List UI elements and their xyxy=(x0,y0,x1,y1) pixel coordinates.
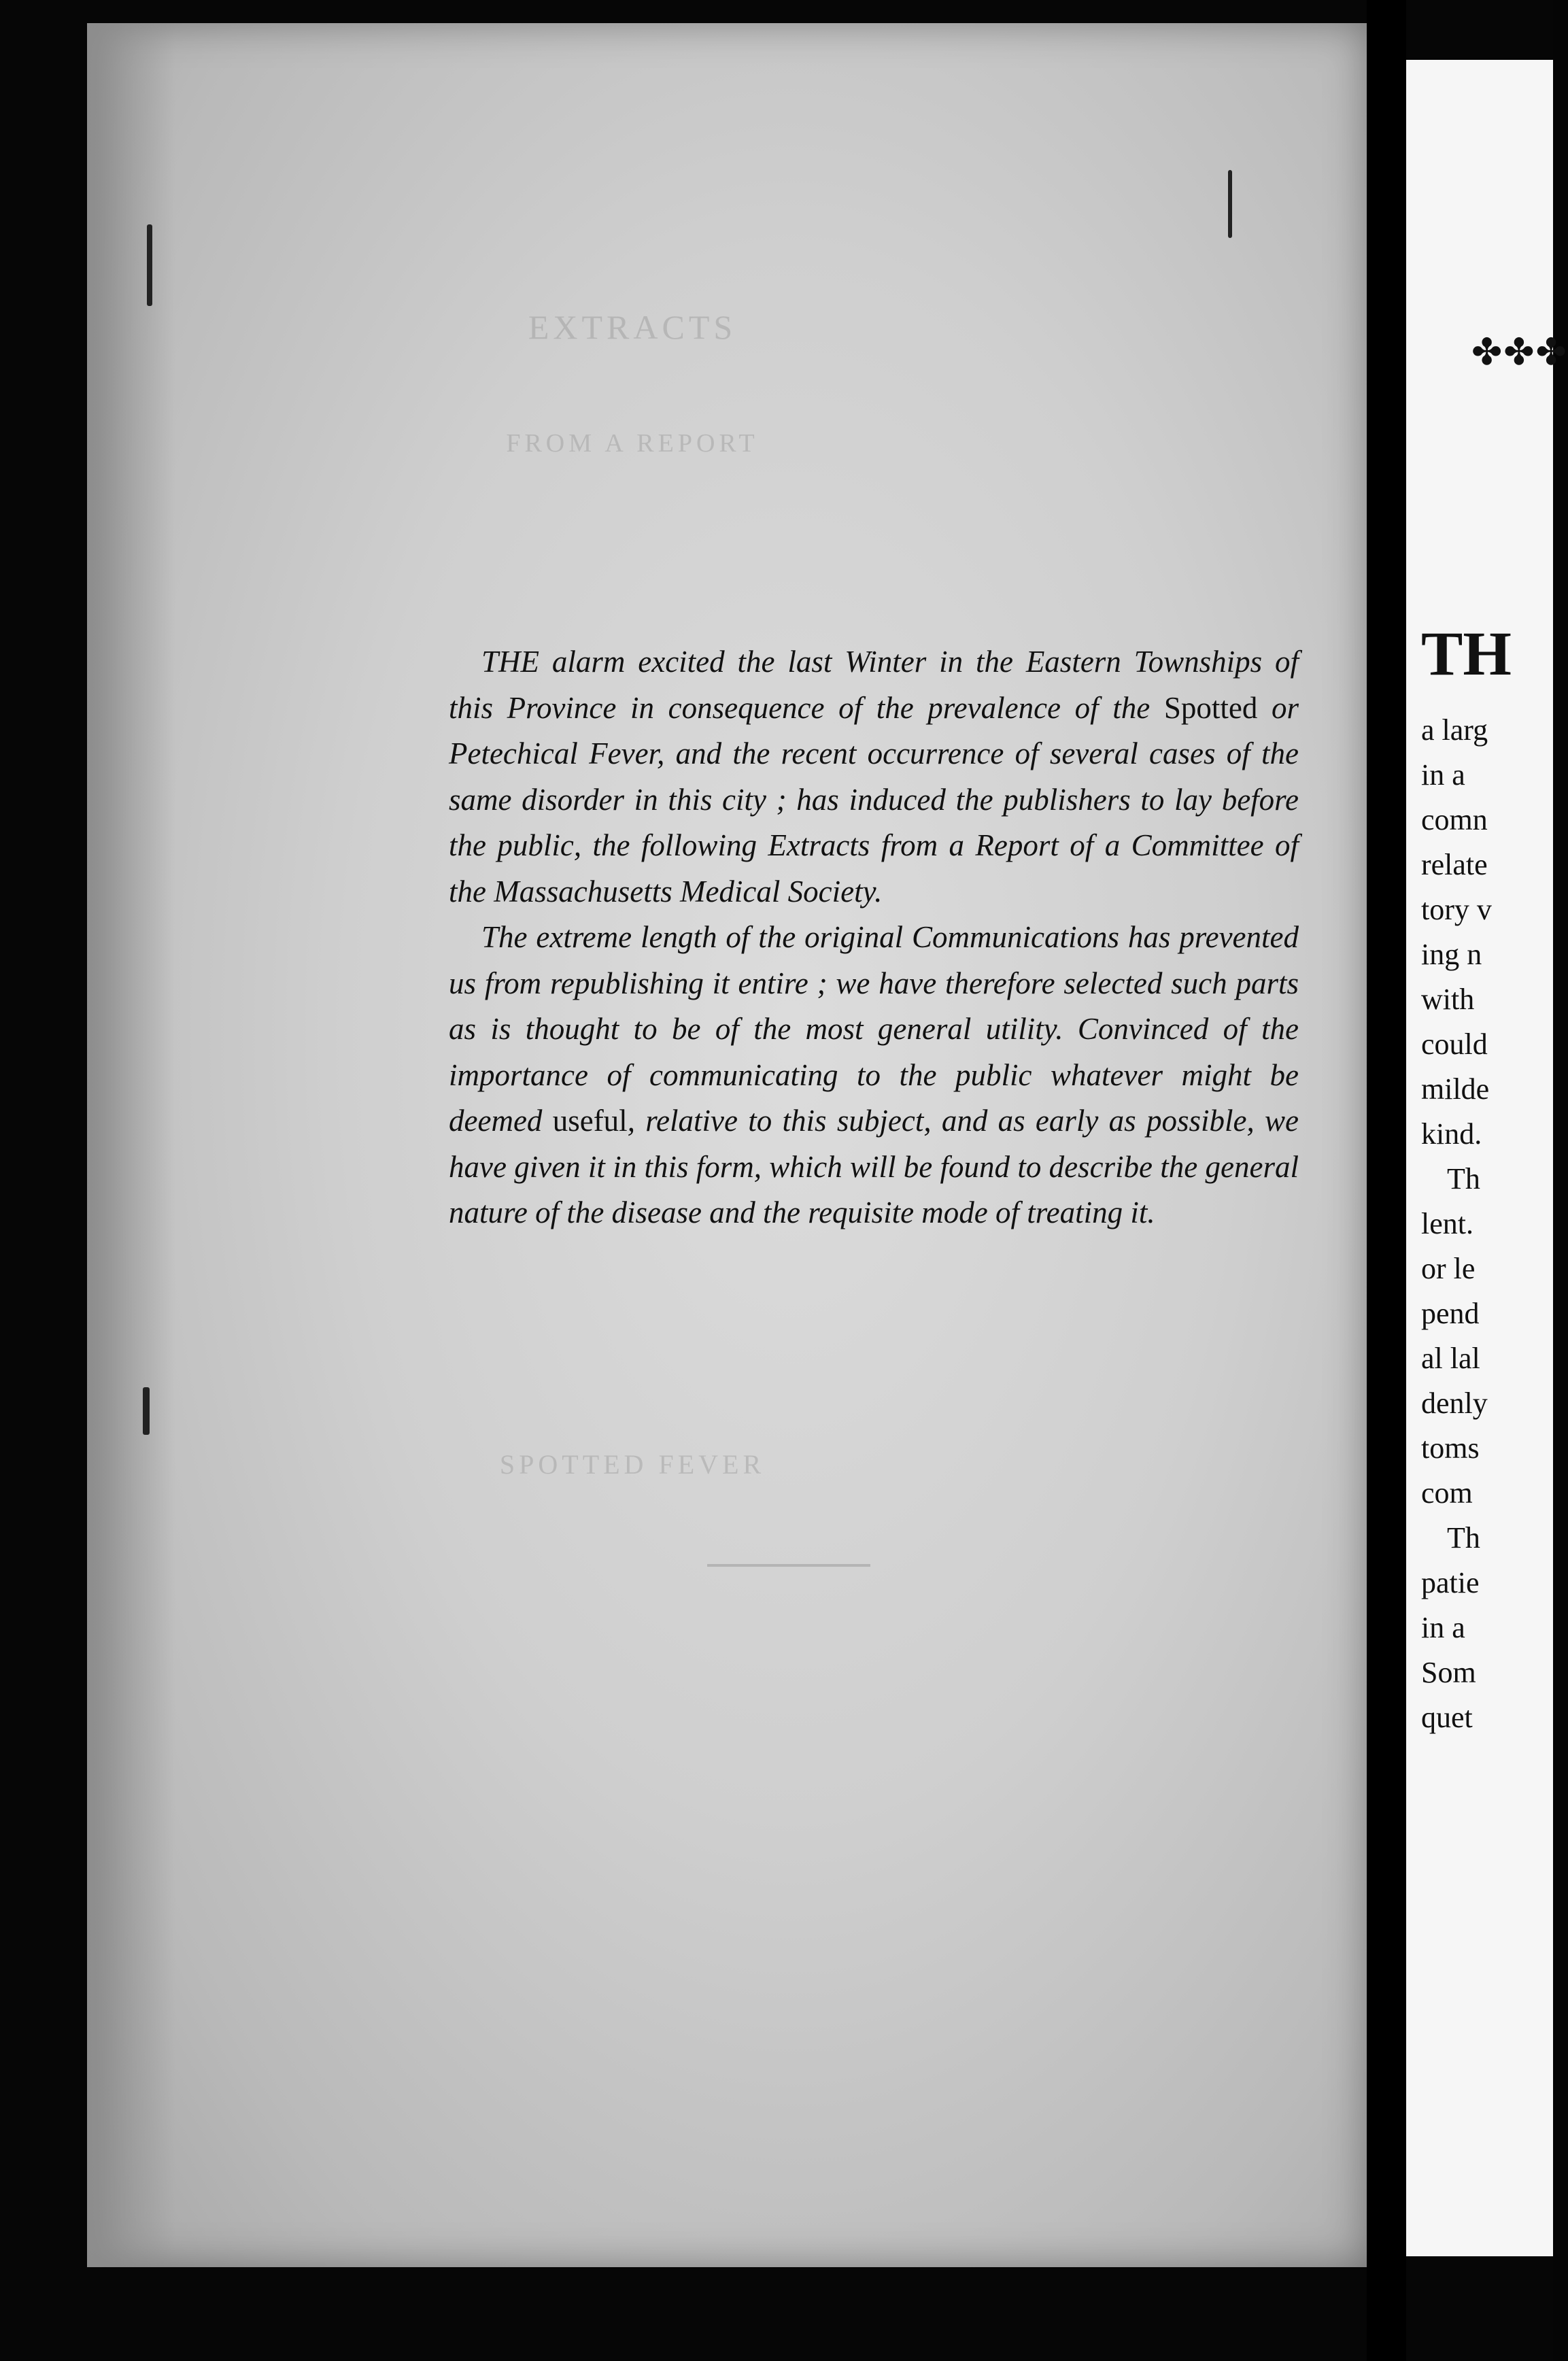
right-line-23: quet xyxy=(1421,1701,1473,1734)
margin-smudge xyxy=(147,224,152,306)
ornament-row: ✤✤✤ xyxy=(1471,332,1568,373)
p2-run-2-upright: useful xyxy=(552,1104,628,1138)
bleed-through-line: SPOTTED FEVER xyxy=(499,1449,766,1480)
right-line-0: TH xyxy=(1421,619,1512,688)
right-line-2: in a xyxy=(1421,758,1465,792)
book-gutter xyxy=(1367,0,1406,2361)
right-line-12: lent. xyxy=(1421,1207,1473,1240)
margin-smudge xyxy=(1228,170,1232,238)
right-line-9: milde xyxy=(1421,1072,1490,1106)
right-line-20: patie xyxy=(1421,1566,1480,1599)
right-line-22: Som xyxy=(1421,1656,1476,1689)
paragraph-1 xyxy=(449,639,1299,915)
right-line-5: tory v xyxy=(1421,893,1492,926)
p2-run-1: The extreme length of the original Communications has prevented us from republishing it entire ; we have therefore selected such parts as is thought to be of the most general utility. Convinced of the importance of communicating to the public whatever might be deemed xyxy=(449,920,1299,1138)
right-line-18: com xyxy=(1421,1476,1473,1510)
right-line-14: pend xyxy=(1421,1297,1480,1330)
left-page-worn-edge xyxy=(87,23,175,2267)
bleed-through-heading: EXTRACTS xyxy=(528,308,737,346)
right-line-17: toms xyxy=(1421,1431,1480,1465)
right-line-15: al lal xyxy=(1421,1342,1480,1375)
right-line-21: in a xyxy=(1421,1611,1465,1644)
bleed-through-subheading: FROM A REPORT xyxy=(506,429,759,458)
p1-run-3: or Petechical Fever, and the recent occurrence of several cases of the same disorder in this city ; has induced the publishers to lay before the public, the following Extracts from a Report of a Committee of the Massachusetts Medical Society. xyxy=(449,690,1299,908)
preface-text xyxy=(449,639,1299,1236)
right-line-4: relate xyxy=(1421,848,1488,881)
right-line-3: comn xyxy=(1421,803,1488,836)
right-line-13: or le xyxy=(1421,1252,1476,1285)
right-line-11: Th xyxy=(1447,1162,1480,1195)
right-page xyxy=(1406,60,1568,2256)
paragraph-2 xyxy=(449,915,1299,1236)
p1-run-2-upright: Spotted xyxy=(1163,690,1258,725)
right-line-8: could xyxy=(1421,1027,1488,1061)
p1-run-1: THE alarm excited the last Winter in the Eastern Townships of this Province in consequence of the prevalence of the xyxy=(449,645,1299,725)
margin-smudge xyxy=(143,1387,150,1435)
right-line-16: denly xyxy=(1421,1387,1488,1420)
right-line-6: ing n xyxy=(1421,938,1482,971)
bleed-through-rule xyxy=(707,1564,870,1567)
right-line-1: a larg xyxy=(1421,713,1488,747)
right-line-19: Th xyxy=(1447,1521,1480,1555)
right-line-10: kind. xyxy=(1421,1117,1482,1151)
p2-run-3: , relative to this subject, and as early as possible, we have given it in this form, which will be found to describe the general nature of the disease and the requisite mode of treating it. xyxy=(449,1104,1299,1229)
right-line-7: with xyxy=(1421,983,1475,1016)
